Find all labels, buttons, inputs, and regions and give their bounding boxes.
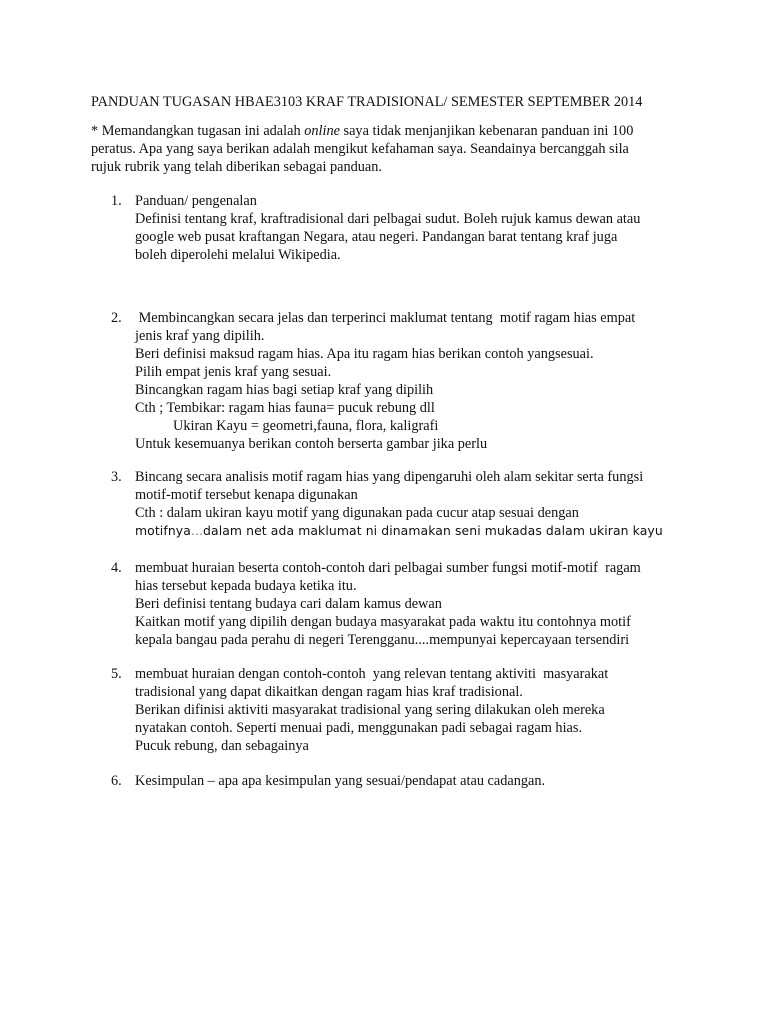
- list-item-body: [135, 665, 715, 755]
- item-line: membuat huraian beserta contoh-contoh dari pelbagai sumber fungsi motif-motif ragam: [135, 560, 641, 576]
- hand-text: dalam net ada maklumat ni dinamakan seni mukadas dalam ukiran kayu: [203, 523, 663, 538]
- list-item-body: [135, 559, 715, 649]
- note-emphasis: online: [304, 123, 340, 139]
- item-line: Bincang secara analisis motif ragam hias yang dipengaruhi oleh alam sekitar serta fungsi: [135, 469, 644, 485]
- document-title: PANDUAN TUGASAN HBAE3103 KRAF TRADISIONAL/ SEMESTER SEPTEMBER 2014: [91, 94, 643, 110]
- item-line: jenis kraf yang dipilih.: [135, 328, 265, 344]
- item-line: hias tersebut kepada budaya ketika itu.: [135, 578, 357, 594]
- item-line: membuat huraian dengan contoh-contoh yang relevan tentang aktiviti masyarakat: [135, 666, 609, 682]
- item-line: Panduan/ pengenalan: [135, 193, 257, 209]
- list-number: 5.: [111, 666, 122, 682]
- hand-dots: ...: [190, 523, 204, 538]
- list-number: 2.: [111, 310, 122, 326]
- list-number: 4.: [111, 560, 122, 576]
- note-text: saya tidak menjanjikan kebenaran panduan ini 100: [339, 123, 634, 139]
- note-line: rujuk rubrik yang telah diberikan sebagai panduan.: [91, 159, 383, 175]
- item-line: Beri definisi maksud ragam hias. Apa itu ragam hias berikan contoh yangsesuai.: [135, 346, 594, 362]
- list-item-body: [135, 309, 715, 453]
- item-line: Kaitkan motif yang dipilih dengan budaya masyarakat pada waktu itu contohnya motif: [135, 614, 631, 630]
- item-line: Ukiran Kayu = geometri,fauna, flora, kaligrafi: [173, 418, 439, 434]
- list-item-body: [135, 468, 715, 540]
- item-line: tradisional yang dapat dikaitkan dengan ragam hias kraf tradisional.: [135, 684, 523, 700]
- item-line: nyatakan contoh. Seperti menuai padi, menggunakan padi sebagai ragam hias.: [135, 720, 583, 736]
- note-line: [91, 122, 691, 140]
- list-number: 6.: [111, 773, 122, 789]
- item-line: Cth ; Tembikar: ragam hias fauna= pucuk rebung dll: [135, 400, 435, 416]
- note-text: * Memandangkan tugasan ini adalah: [91, 123, 305, 139]
- item-line: kepala bangau pada perahu di negeri Terengganu....mempunyai kepercayaan tersendiri: [135, 632, 630, 648]
- item-line: Berikan difinisi aktiviti masyarakat tradisional yang sering dilakukan oleh mereka: [135, 702, 605, 718]
- note-line: peratus. Apa yang saya berikan adalah mengikut kefahaman saya. Seandainya bercanggah sila: [91, 141, 629, 157]
- item-line: Cth : dalam ukiran kayu motif yang digunakan pada cucur atap sesuai dengan: [135, 505, 579, 521]
- item-line: Pilih empat jenis kraf yang sesuai.: [135, 364, 332, 380]
- item-line: motif-motif tersebut kenapa digunakan: [135, 487, 358, 503]
- list-number: 3.: [111, 469, 122, 485]
- list-item-body: [135, 772, 715, 790]
- list-number: 1.: [111, 193, 122, 209]
- item-line: Beri definisi tentang budaya cari dalam kamus dewan: [135, 596, 442, 612]
- item-line: Untuk kesemuanya berikan contoh berserta gambar jika perlu: [135, 436, 488, 452]
- item-line: Definisi tentang kraf, kraftradisional dari pelbagai sudut. Boleh rujuk kamus dewan atau: [135, 211, 641, 227]
- list-item-body: [135, 192, 715, 264]
- item-line: Bincangkan ragam hias bagi setiap kraf yang dipilih: [135, 382, 434, 398]
- item-line: google web pusat kraftangan Negara, atau negeri. Pandangan barat tentang kraf juga: [135, 229, 618, 245]
- disclaimer-note: [91, 122, 691, 176]
- item-line: Membincangkan secara jelas dan terperinci maklumat tentang motif ragam hias empat: [135, 310, 636, 326]
- hand-text: motifnya: [135, 523, 191, 538]
- item-line: boleh diperolehi melalui Wikipedia.: [135, 247, 341, 263]
- item-line: Kesimpulan – apa apa kesimpulan yang sesuai/pendapat atau cadangan.: [135, 773, 546, 789]
- item-line: Pucuk rebung, dan sebagainya: [135, 738, 309, 754]
- handwritten-line: [135, 522, 715, 540]
